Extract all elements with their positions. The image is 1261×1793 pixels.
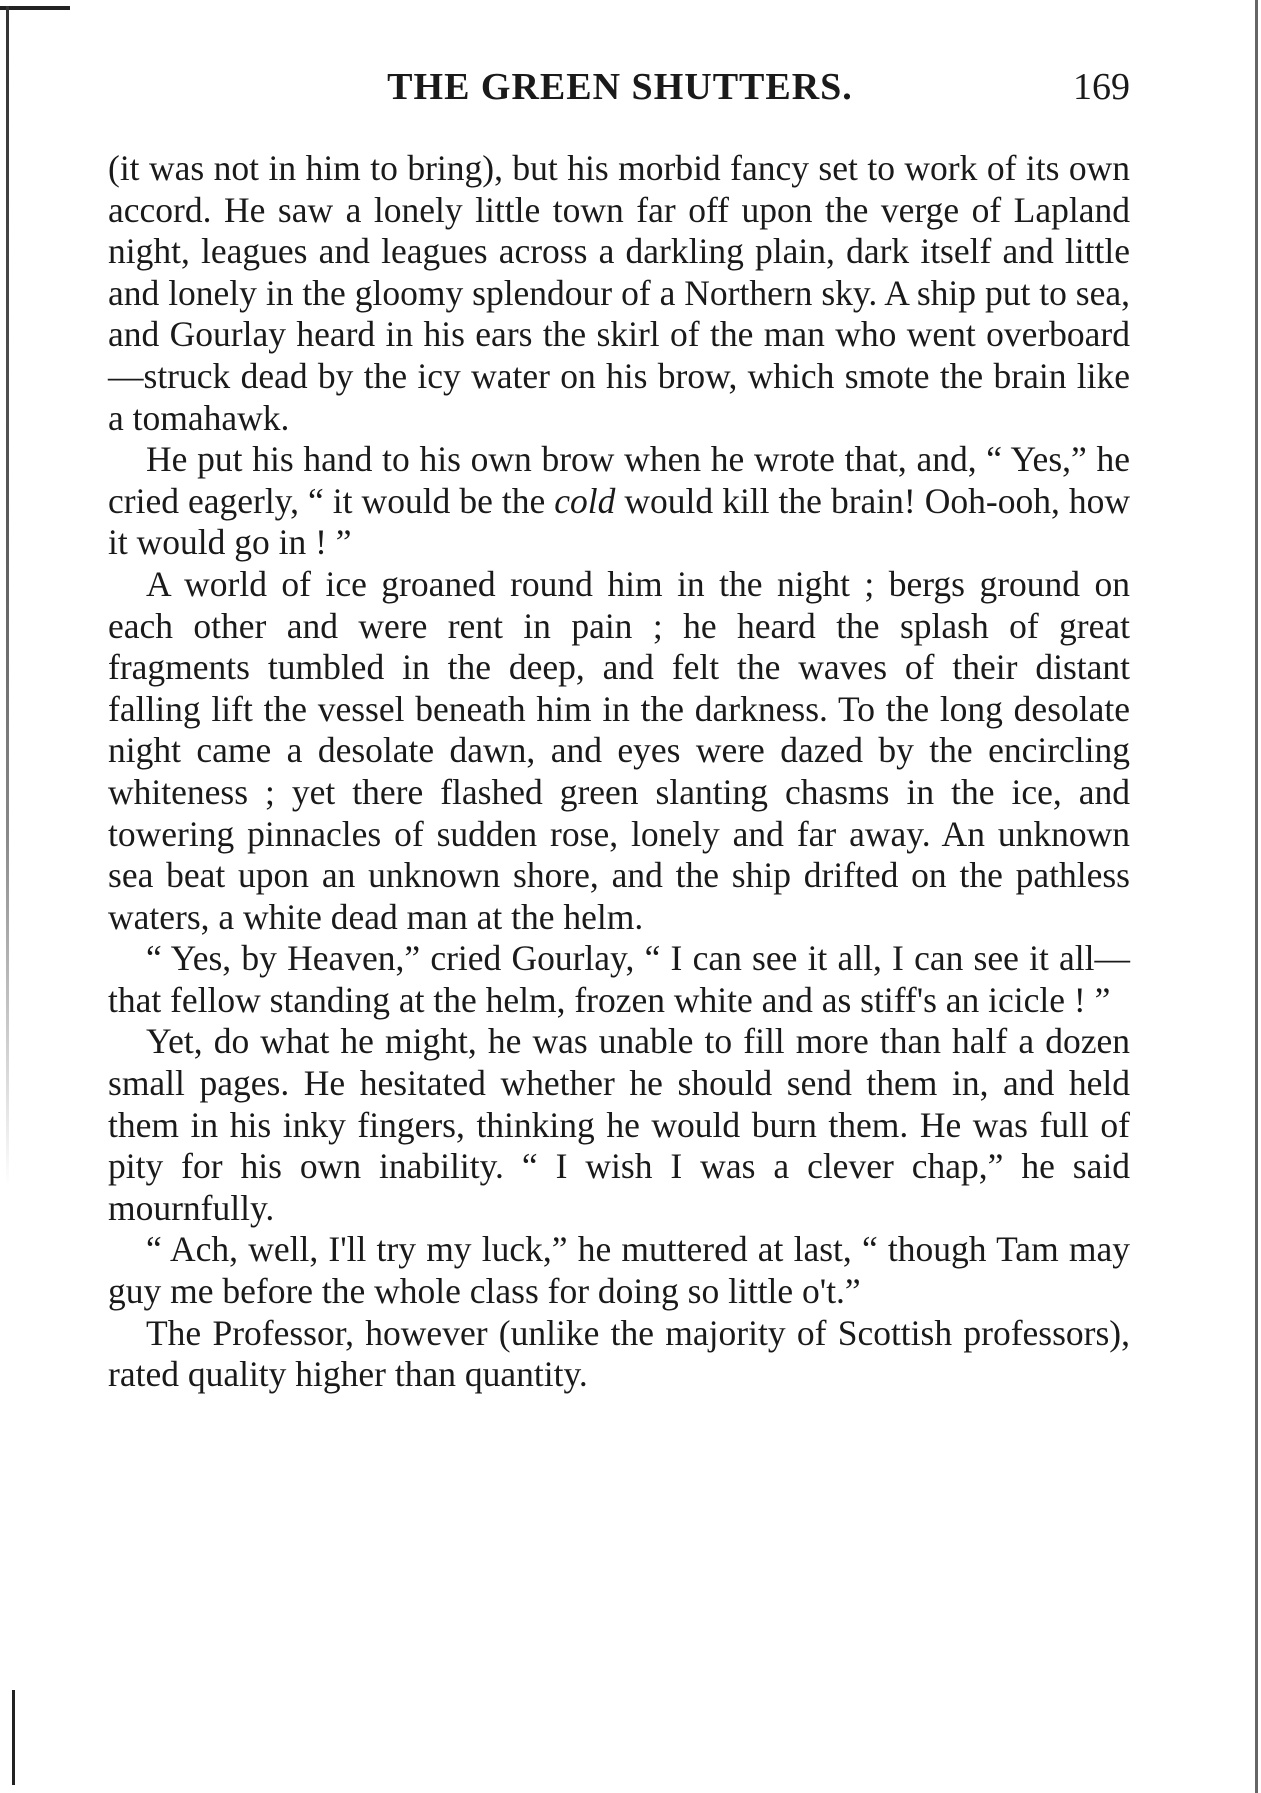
paragraph-text: would kill the brain! Ooh-ooh, how it would go in ! ” — [108, 480, 1130, 563]
page-right-edge — [1255, 0, 1258, 1793]
paragraph: “ Yes, by Heaven,” cried Gourlay, “ I can see it all, I can see it all—that fellow standing at the helm, frozen white and as stiff's an icicle ! ” — [108, 938, 1130, 1020]
binding-edge-mark — [0, 6, 70, 10]
paragraph: “ Ach, well, I'll try my luck,” he muttered at last, “ though Tam may guy me before the whole class for doing so little o't.” — [108, 1229, 1130, 1312]
paragraph: (it was not in him to bring), but his morbid fancy set to work of its own accord. He saw a lonely little town far off upon the verge of Lapland night, leagues and leagues across a darkling plain, dark itself and little and lonely in the gloomy splendour of a Northern sky. A ship put to sea, and Gourlay heard in his ears the skirl of the man who went overboard—struck dead by the icy water on his brow, which smote the brain like a tomahawk. — [108, 148, 1130, 438]
paragraph: The Professor, however (unlike the majority of Scottish professors), rated quality higher than quantity. — [108, 1312, 1130, 1395]
paragraph-text: He put his hand to his own brow when he wrote that, and, “ Yes,” he cried eagerly, “ it would be the — [108, 439, 1130, 521]
paragraph: A world of ice groaned round him in the night ; bergs ground on each other and were rent in pain ; he heard the splash of great fragments tumbled in the deep, and felt the waves of their distant falling lift the vessel beneath him in the darkness. To the long desolate night came a desolate dawn, and eyes were dazed by the encircling whiteness ; yet there flashed green slanting chasms in the ice, and towering pinnacles of sudden rose, lonely and far away. An unknown sea beat upon an unknown shore, and the ship drifted on the pathless waters, a white dead man at the helm. — [108, 563, 1130, 937]
paragraph — [108, 439, 1130, 564]
paragraph: Yet, do what he might, he was unable to fill more than half a dozen small pages. He hesitated whether he should send them in, and held them in his inky fingers, thinking he would burn them. He was full of pity for his own inability. “ I wish I was a clever chap,” he said mournfully. — [108, 1021, 1130, 1228]
binding-edge-mark-bottom — [12, 1690, 15, 1785]
binding-edge-line — [6, 6, 9, 1186]
page-number: 169 — [1073, 66, 1130, 108]
body-text — [108, 148, 1130, 1396]
running-title: THE GREEN SHUTTERS. — [387, 66, 853, 108]
running-head — [110, 65, 1130, 115]
emphasis-text: cold — [554, 480, 616, 521]
